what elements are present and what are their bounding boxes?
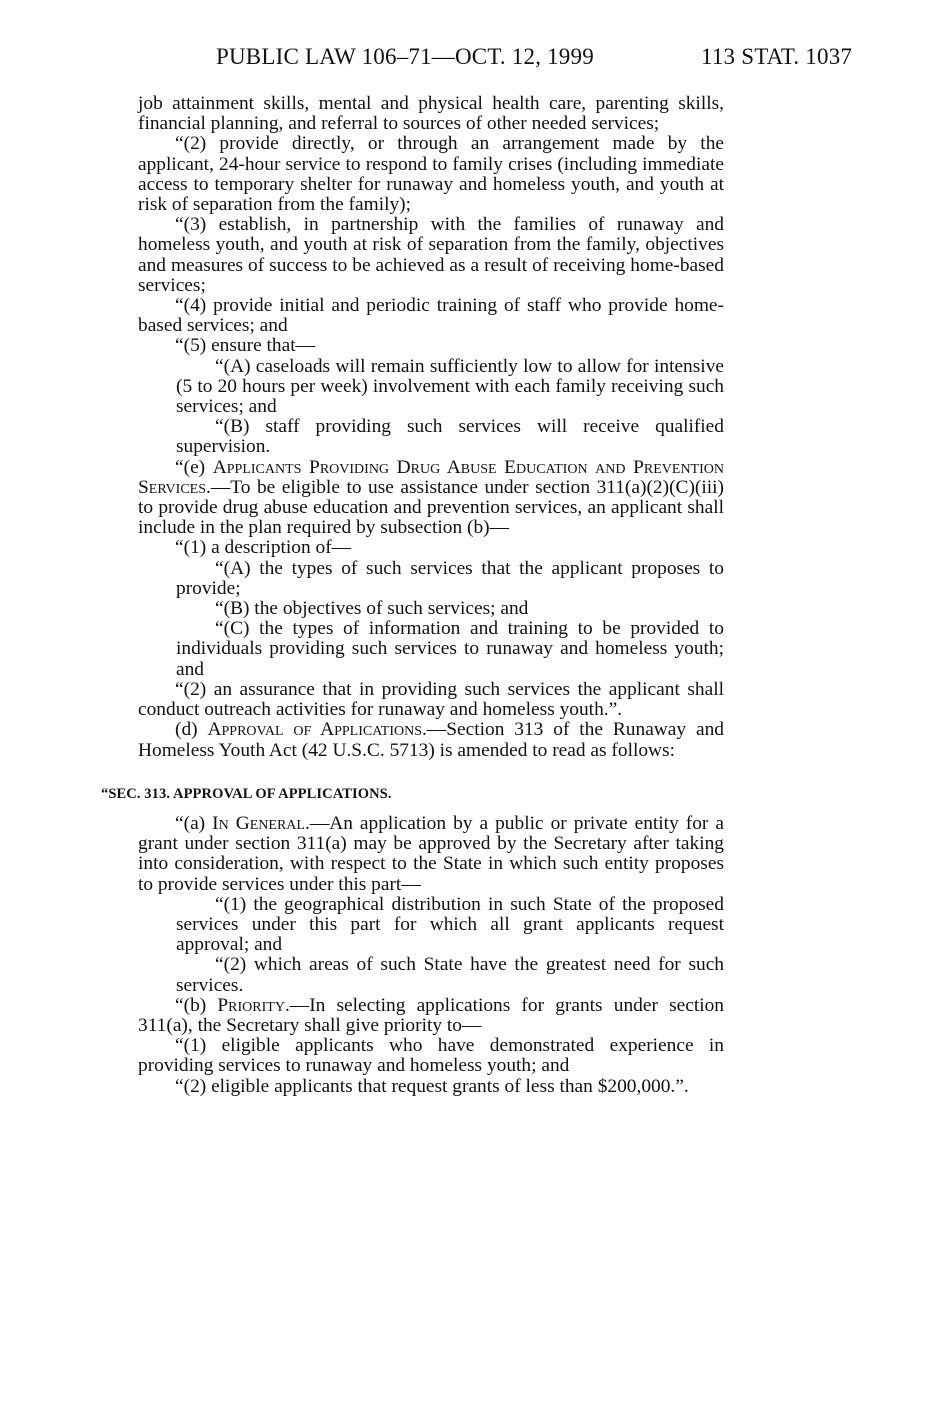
subparagraph-block-5 (138, 357, 724, 458)
subsection-a-text: —An application by a public or private entity for a grant under section 311(a) may be approved by the Secretary after taking into consideration, with respect to the State in which such entity proposes to provide services under this part— (138, 812, 725, 895)
running-head-title: PUBLIC LAW 106–71—OCT. 12, 1999 (216, 44, 594, 69)
paragraph-e1: “(1) a description of— (175, 537, 352, 559)
paragraph-4: “(4) provide initial and periodic training of staff who provide home-based services; and (138, 295, 724, 337)
subsection-b-label: “(b) (175, 994, 218, 1016)
amendment-d-text: —Section 313 of the Runaway and Homeless Youth Act (42 U.S.C. 5713) is amended to read as follows: (138, 719, 724, 761)
paragraph-2: “(2) provide directly, or through an arrangement made by the applicant, 24-hour service to respond to family crises (including immediate access to temporary shelter for runaway and homeless youth, and youth at risk of separation from the family); (138, 133, 724, 216)
subparagraph-block-e1 (138, 559, 724, 680)
amendment-d-heading: Approval of Applications. (207, 719, 427, 741)
subsection-e-text: —To be eligible to use assistance under section 311(a)(2)(C)(iii) to provide drug abuse education and prevention services, an applicant shall include in the plan required by subsection (b)— (138, 476, 724, 539)
section-heading: “SEC. 313. APPROVAL OF APPLICATIONS. (101, 785, 392, 802)
paragraph-b1: “(1) eligible applicants who have demonstrated experience in providing services to runaway and homeless youth; and (138, 1035, 724, 1077)
subsection-a (138, 814, 724, 895)
subsection-e (138, 458, 724, 539)
subsection-b (138, 996, 724, 1036)
subsection-a-heading: In General. (212, 812, 310, 834)
statute-page-number: 113 STAT. 1037 (701, 44, 853, 69)
subparagraph-5a: “(A) caseloads will remain sufficiently low to allow for intensive (5 to 20 hours per week) involvement with each family receiving such services; and (176, 355, 724, 418)
paragraph-block-a (138, 895, 724, 996)
subsection-e-heading: Applicants Providing Drug Abuse Education and Prevention Services. (138, 456, 724, 498)
subsection-b-heading: Priority. (217, 994, 290, 1016)
paragraph-b2: “(2) eligible applicants that request grants of less than $200,000.”. (175, 1075, 689, 1097)
page-header (0, 44, 940, 74)
paragraph-a2: “(2) which areas of such State have the greatest need for such services. (176, 954, 724, 996)
subparagraph-e1c: “(C) the types of information and training to be provided to individuals providing such services to runaway and homeless youth; and (176, 618, 724, 680)
document-body (101, 93, 725, 1097)
paragraph-5: “(5) ensure that— (175, 335, 315, 357)
subparagraph-e1a: “(A) the types of such services that the applicant proposes to provide; (176, 557, 724, 599)
paragraph-a1: “(1) the geographical distribution in such State of the proposed services under this part for which all grant applicants request approval; and (176, 893, 724, 956)
amendment-d-label: (d) (175, 719, 208, 741)
subsection-b-text: —In selecting applications for grants under section 311(a), the Secretary shall give priority to— (138, 994, 724, 1036)
amendment-d (138, 720, 724, 760)
subparagraph-5b: “(B) staff providing such services will receive qualified supervision. (176, 416, 724, 458)
subparagraph-e1b: “(B) the objectives of such services; and (215, 598, 529, 620)
subsection-a-label: “(a) (175, 812, 213, 834)
paragraph-e2: “(2) an assurance that in providing such services the applicant shall conduct outreach activities for runaway and homeless youth.”. (138, 678, 724, 721)
paragraph-continuation: job attainment skills, mental and physical health care, parenting skills, financial planning, and referral to sources of other needed services; (138, 93, 724, 135)
paragraph-3: “(3) establish, in partnership with the families of runaway and homeless youth, and youth at risk of separation from the family, objectives and measures of success to be achieved as a result of receiving home-based services; (138, 214, 724, 296)
subsection-e-label: “(e) (175, 456, 213, 478)
